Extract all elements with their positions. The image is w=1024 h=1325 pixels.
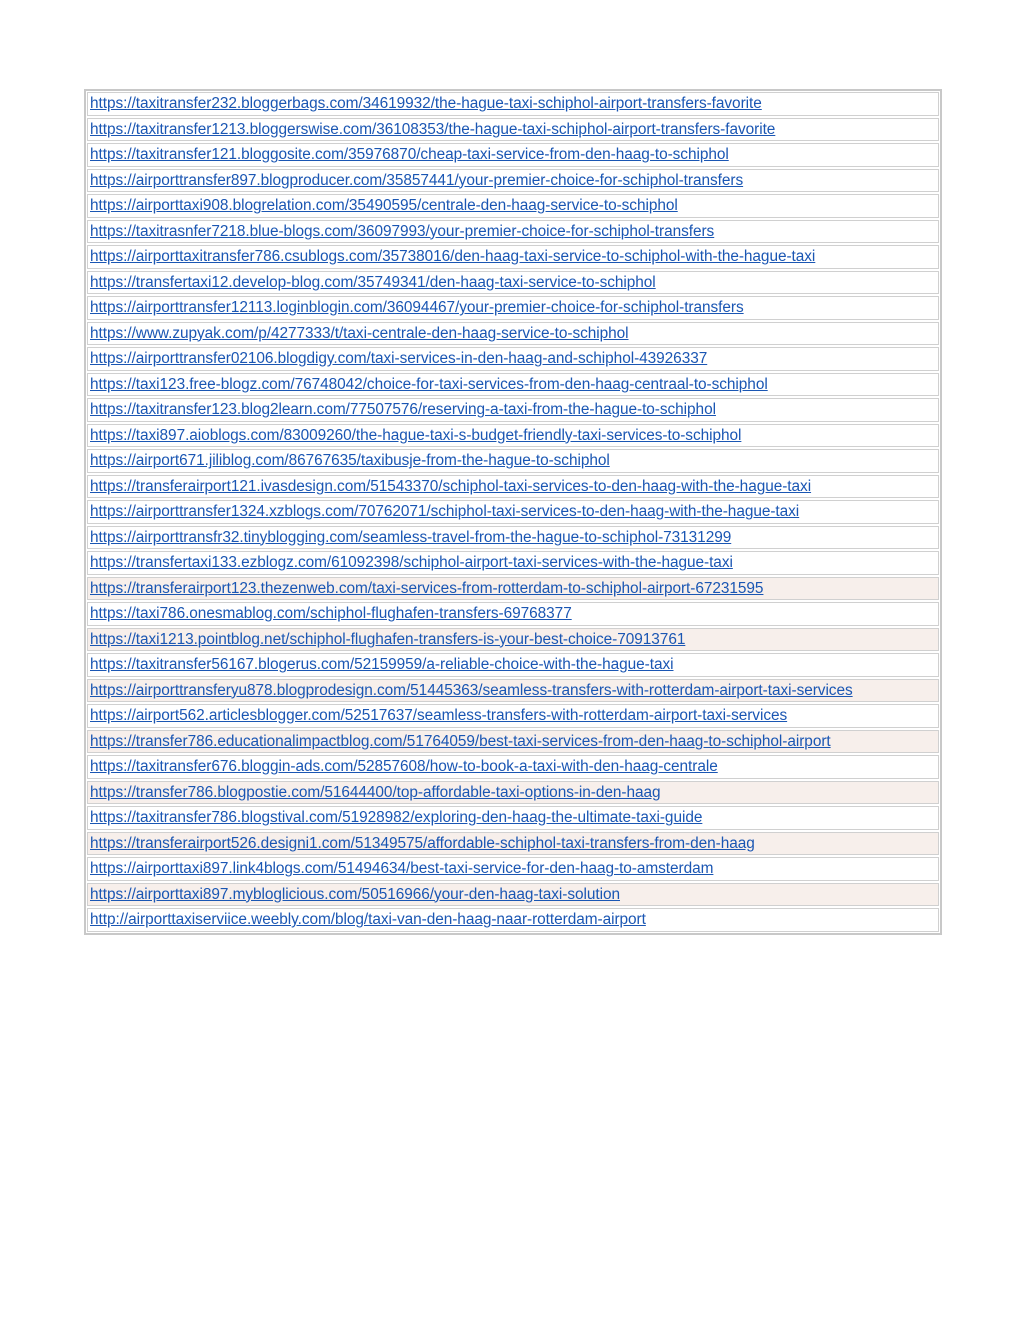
link-table (84, 89, 942, 935)
table-row (87, 322, 939, 346)
table-row (87, 526, 939, 550)
link[interactable]: https://taxitransfer786.blogstival.com/51928982/exploring-den-haag-the-ultimate-taxi-guide (90, 809, 703, 827)
table-row (87, 755, 939, 779)
link[interactable]: https://airporttaxi897.link4blogs.com/51494634/best-taxi-service-for-den-haag-to-amsterdam (90, 860, 714, 878)
link[interactable]: https://taxi786.onesmablog.com/schiphol-flughafen-transfers-69768377 (90, 605, 572, 623)
table-row (87, 271, 939, 295)
link[interactable]: https://taxitransfer232.bloggerbags.com/34619932/the-hague-taxi-schiphol-airport-transfers-favorite (90, 95, 762, 113)
link[interactable]: https://transferairport121.ivasdesign.com/51543370/schiphol-taxi-services-to-den-haag-with-the-hague-taxi (90, 477, 812, 495)
table-row (87, 730, 939, 754)
table-row (87, 245, 939, 269)
link[interactable]: https://taxi123.free-blogz.com/76748042/choice-for-taxi-services-from-den-haag-centraal-to-schiphol (90, 375, 768, 393)
table-row (87, 704, 939, 728)
link[interactable]: https://airport671.jiliblog.com/86767635/taxibusje-from-the-hague-to-schiphol (90, 452, 610, 470)
table-row (87, 296, 939, 320)
link[interactable]: https://airporttransfer12113.loginblogin.com/36094467/your-premier-choice-for-schiphol-transfers (90, 299, 744, 317)
table-row (87, 92, 939, 116)
link[interactable]: https://taxi1213.pointblog.net/schiphol-flughafen-transfers-is-your-best-choice-70913761 (90, 630, 686, 648)
table-row (87, 832, 939, 856)
link[interactable]: https://airporttaxi908.blogrelation.com/35490595/centrale-den-haag-service-to-schiphol (90, 197, 678, 215)
link[interactable]: https://airport562.articlesblogger.com/52517637/seamless-transfers-with-rotterdam-airport-taxi-services (90, 707, 788, 725)
link[interactable]: https://taxitransfer1213.bloggerswise.com/36108353/the-hague-taxi-schiphol-airport-transfers-favorite (90, 120, 776, 138)
table-row (87, 118, 939, 142)
link[interactable]: https://taxitransfer123.blog2learn.com/77507576/reserving-a-taxi-from-the-hague-to-schiphol (90, 401, 716, 419)
table-row (87, 220, 939, 244)
link[interactable]: https://transfer786.educationalimpactblog.com/51764059/best-taxi-services-from-den-haag-to-schiphol-airport (90, 732, 831, 750)
table-row (87, 679, 939, 703)
link[interactable]: https://transferairport526.designi1.com/51349575/affordable-schiphol-taxi-transfers-from-den-haag (90, 834, 755, 852)
link[interactable]: http://airporttaxiserviice.weebly.com/blog/taxi-van-den-haag-naar-rotterdam-airport (90, 911, 646, 929)
table-row (87, 373, 939, 397)
table-row (87, 194, 939, 218)
link[interactable]: https://airporttaxitransfer786.csublogs.com/35738016/den-haag-taxi-service-to-schiphol-with-the-hague-taxi (90, 248, 816, 266)
link[interactable]: https://transfertaxi133.ezblogz.com/61092398/schiphol-airport-taxi-services-with-the-hague-taxi (90, 554, 733, 572)
link[interactable]: https://airporttransfr32.tinyblogging.com/seamless-travel-from-the-hague-to-schiphol-73131299 (90, 528, 732, 546)
link[interactable]: https://transfer786.blogpostie.com/51644400/top-affordable-taxi-options-in-den-haag (90, 783, 661, 801)
table-row (87, 602, 939, 626)
table-row (87, 628, 939, 652)
link[interactable]: https://airporttaxi897.mybloglicious.com/50516966/your-den-haag-taxi-solution (90, 885, 620, 903)
link[interactable]: https://airporttransfer02106.blogdigy.com/taxi-services-in-den-haag-and-schiphol-43926337 (90, 350, 708, 368)
table-row (87, 577, 939, 601)
link[interactable]: https://airporttransfer1324.xzblogs.com/70762071/schiphol-taxi-services-to-den-haag-with-the-hague-taxi (90, 503, 800, 521)
link[interactable]: https://taxi897.aioblogs.com/83009260/the-hague-taxi-s-budget-friendly-taxi-services-to-schiphol (90, 426, 742, 444)
link[interactable]: https://transfertaxi12.develop-blog.com/35749341/den-haag-taxi-service-to-schiphol (90, 273, 656, 291)
table-row (87, 143, 939, 167)
link[interactable]: https://airporttransferyu878.blogprodesign.com/51445363/seamless-transfers-with-rotterdam-airport-taxi-services (90, 681, 853, 699)
table-row (87, 857, 939, 881)
table-row (87, 883, 939, 907)
table-row (87, 169, 939, 193)
table-row (87, 475, 939, 499)
link[interactable]: https://taxitrasnfer7218.blue-blogs.com/36097993/your-premier-choice-for-schiphol-transfers (90, 222, 715, 240)
table-row (87, 398, 939, 422)
link[interactable]: https://transferairport123.thezenweb.com/taxi-services-from-rotterdam-to-schiphol-airport-67231595 (90, 579, 764, 597)
link[interactable]: https://www.zupyak.com/p/4277333/t/taxi-centrale-den-haag-service-to-schiphol (90, 324, 629, 342)
table-row (87, 551, 939, 575)
table-row (87, 424, 939, 448)
table-row (87, 449, 939, 473)
table-row (87, 500, 939, 524)
table-row (87, 347, 939, 371)
link[interactable]: https://taxitransfer56167.blogerus.com/52159959/a-reliable-choice-with-the-hague-taxi (90, 656, 674, 674)
table-row (87, 653, 939, 677)
table-row (87, 806, 939, 830)
link[interactable]: https://airporttransfer897.blogproducer.com/35857441/your-premier-choice-for-schiphol-transfers (90, 171, 744, 189)
table-row (87, 908, 939, 932)
table-row (87, 781, 939, 805)
link[interactable]: https://taxitransfer121.bloggosite.com/35976870/cheap-taxi-service-from-den-haag-to-schiphol (90, 146, 729, 164)
link[interactable]: https://taxitransfer676.bloggin-ads.com/52857608/how-to-book-a-taxi-with-den-haag-centrale (90, 758, 718, 776)
